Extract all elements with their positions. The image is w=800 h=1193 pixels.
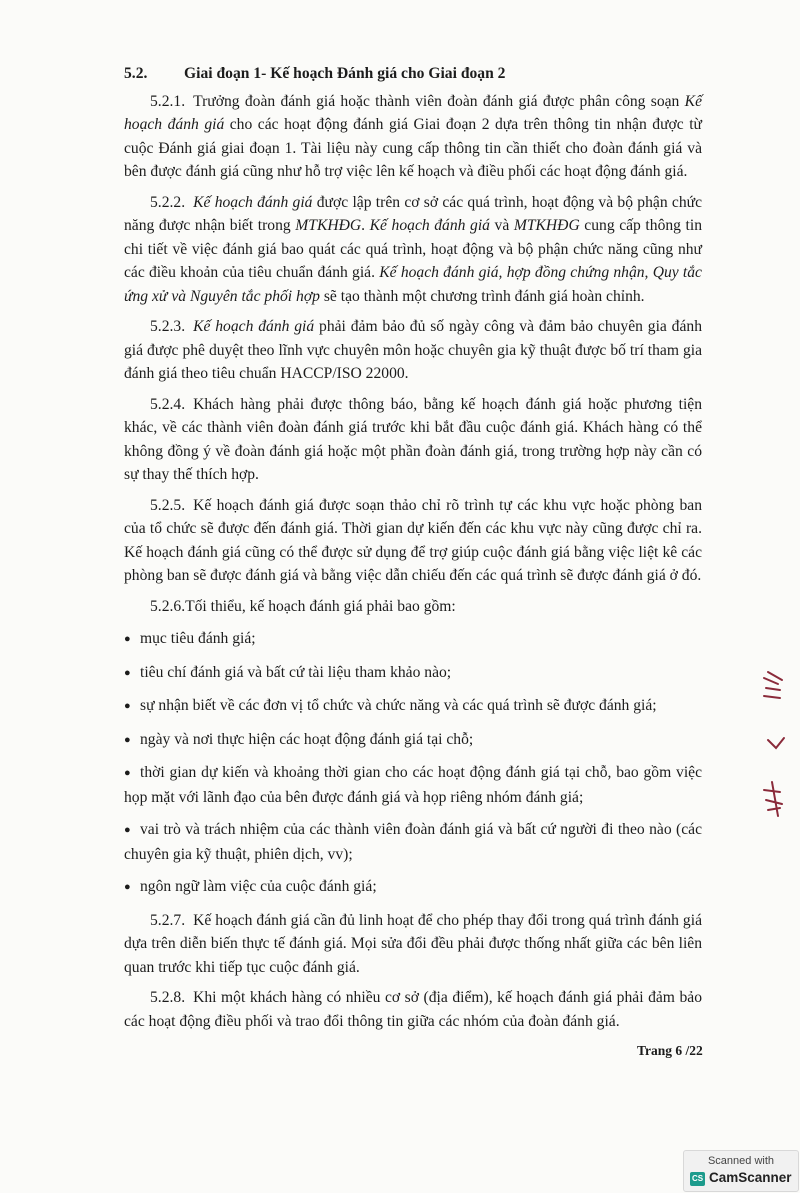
bullet-icon: ● bbox=[124, 733, 131, 746]
paragraph-text: Khi một khách hàng có nhiều cơ sở (địa điểm), kế hoạch đánh giá phải đảm bảo các hoạt động điều phối và trao đổi thông tin giữa các nhóm của đoàn đánh giá. bbox=[124, 989, 702, 1030]
list-item-text: ngày và nơi thực hiện các hoạt động đánh giá tại chỗ; bbox=[140, 730, 474, 748]
bullet-icon: ● bbox=[124, 700, 131, 712]
paragraph-text: Trưởng đoàn đánh giá hoặc thành viên đoàn đánh giá được phân công soạn bbox=[193, 92, 685, 110]
paragraph-number: 5.2.4. bbox=[150, 395, 186, 413]
list-item-text: sự nhận biết về các đơn vị tổ chức và chức năng và các quá trình sẽ được đánh giá; bbox=[140, 697, 657, 714]
scanner-brand: CamScanner bbox=[709, 1170, 792, 1185]
scanner-caption: Scanned with bbox=[707, 1155, 775, 1167]
paragraph-text: Kế hoạch đánh giá được soạn thảo chỉ rõ trình tự các khu vực hoặc phòng ban của tổ chức sẽ được đến đánh giá. Thời gian dự kiến đến các khu vực này cũng được chỉ ra. Kế hoạch đánh giá cũng có thể được sử dụng để trợ giúp cuộc đánh giá bằng việc liệt kê các phòng ban sẽ được đánh giá và bằng việc dẫn chiếu đến các quá trình sẽ được đánh giá ở đó. bbox=[124, 496, 702, 584]
page-number: Trang 6 /22 bbox=[637, 1043, 703, 1058]
paragraph-emphasis: Kế hoạch đánh giá bbox=[193, 318, 315, 335]
bullet-icon: ● bbox=[124, 881, 131, 893]
list-item bbox=[124, 875, 702, 900]
paragraph-text: phải đảm bảo đủ số ngày công và đảm bảo chuyên gia đánh giá được phê duyệt theo lĩnh vực chuyên môn hoặc chuyên gia kỹ thuật được bố trí tham gia đánh giá theo tiêu chuẩn HACCP/ISO 22000. bbox=[124, 318, 702, 382]
list-item-text: thời gian dự kiến và khoảng thời gian cho các hoạt động đánh giá tại chỗ, bao gồm việc họp mặt với lãnh đạo của bên được đánh giá và họp riêng nhóm đánh giá; bbox=[124, 764, 702, 806]
paragraph-emphasis: MTKHĐG bbox=[513, 217, 580, 234]
paragraph-text: Kế hoạch đánh giá cần đủ linh hoạt để cho phép thay đổi trong quá trình đánh giá dựa trên diễn biến thực tế đánh giá. Mọi sửa đổi đều phải được thống nhất giữa các bên liên quan trước khi tiếp tục cuộc đánh giá. bbox=[124, 911, 702, 976]
paragraph-text: Khách hàng phải được thông báo, bằng kế hoạch đánh giá hoặc phương tiện khác, về các thành viên đoàn đánh giá trước khi bắt đầu cuộc đánh giá. Khách hàng có thể không đồng ý về đoàn đánh giá hoặc một phần đoàn đánh giá, trong trường hợp này cần có sự thay thế thích hợp. bbox=[124, 395, 702, 483]
list-item bbox=[124, 694, 702, 719]
section-number: 5.2. bbox=[124, 65, 148, 82]
paragraph-5-2-8 bbox=[124, 986, 702, 1033]
paragraph-text: Tối thiểu, kế hoạch đánh giá phải bao gồm: bbox=[185, 597, 456, 615]
paragraph-text: sẽ tạo thành một chương trình đánh giá hoàn chỉnh. bbox=[319, 287, 645, 305]
paragraph-number: 5.2.2. bbox=[150, 193, 186, 211]
paragraph-number: 5.2.7. bbox=[150, 911, 186, 929]
paragraph-text: được lập trên cơ sở các quá trình, hoạt động và bộ phận chức năng được nhận biết trong bbox=[124, 193, 702, 234]
list-item-text: tiêu chí đánh giá và bất cứ tài liệu tham khảo nào; bbox=[140, 663, 452, 681]
bullet-icon: ● bbox=[124, 633, 131, 645]
paragraph-5-2-4 bbox=[124, 393, 702, 487]
paragraph-number: 5.2.1. bbox=[150, 92, 186, 110]
paragraph-emphasis: Kế hoạch đánh giá bbox=[193, 193, 313, 211]
paragraph-5-2-7 bbox=[124, 909, 702, 980]
paragraph-text: cung cấp thông tin chi tiết về việc đánh giá bao quát các quá trình, hoạt động và bộ phận chức năng cũng như các điều khoản của tiêu chuẩn đánh giá. bbox=[124, 217, 703, 281]
list-item bbox=[124, 627, 702, 652]
handwritten-initials-signature bbox=[758, 668, 798, 828]
section-heading bbox=[124, 62, 702, 86]
section-title: Giai đoạn 1- Kế hoạch Đánh giá cho Giai đoạn 2 bbox=[184, 65, 506, 82]
list-item bbox=[124, 661, 702, 686]
paragraph-5-2-5 bbox=[124, 494, 702, 588]
camscanner-logo-icon: CS bbox=[690, 1172, 705, 1186]
paragraph-text: và bbox=[489, 217, 514, 234]
paragraph-text: cho các hoạt động đánh giá Giai đoạn 2 dựa trên thông tin nhận được từ cuộc Đánh giá giai đoạn 1. Tài liệu này cung cấp thông tin cần thiết cho đoàn đánh giá và bên được đánh giá cũng như hỗ trợ việc lên kế hoạch và điều phối các hoạt động đánh giá. bbox=[124, 116, 702, 180]
paragraph-number: 5.2.5. bbox=[150, 496, 186, 514]
paragraph-number: 5.2.6. bbox=[150, 597, 186, 615]
bullet-icon: ● bbox=[124, 824, 131, 836]
paragraph-5-2-1 bbox=[124, 90, 702, 184]
bullet-icon: ● bbox=[124, 767, 131, 779]
document-body bbox=[124, 62, 702, 1040]
list-item-text: vai trò và trách nhiệm của các thành viên đoàn đánh giá và bất cứ người đi theo nào (các chuyên gia kỹ thuật, phiên dịch, vv); bbox=[124, 821, 702, 863]
requirements-list bbox=[124, 627, 702, 900]
paragraph-number: 5.2.3. bbox=[150, 318, 186, 335]
bullet-icon: ● bbox=[124, 666, 131, 679]
paragraph-5-2-6 bbox=[124, 595, 702, 619]
camscanner-badge bbox=[683, 1150, 799, 1192]
paragraph-5-2-2 bbox=[124, 191, 702, 309]
paragraph-emphasis: Kế hoạch đánh giá bbox=[124, 92, 702, 133]
list-item bbox=[124, 728, 702, 753]
paragraph-text: . bbox=[361, 217, 370, 234]
list-item bbox=[124, 761, 702, 809]
paragraph-5-2-3 bbox=[124, 315, 702, 386]
list-item-text: mục tiêu đánh giá; bbox=[140, 630, 256, 647]
paragraph-emphasis: MTKHĐG bbox=[295, 217, 362, 234]
paragraph-emphasis: Kế hoạch đánh giá bbox=[369, 217, 490, 234]
list-item-text: ngôn ngữ làm việc của cuộc đánh giá; bbox=[140, 878, 377, 895]
paragraph-emphasis: Kế hoạch đánh giá, hợp đồng chứng nhận, Quy tắc ứng xử và Nguyên tắc phối hợp bbox=[124, 264, 702, 305]
list-item bbox=[124, 818, 702, 866]
paragraph-number: 5.2.8. bbox=[150, 989, 186, 1006]
